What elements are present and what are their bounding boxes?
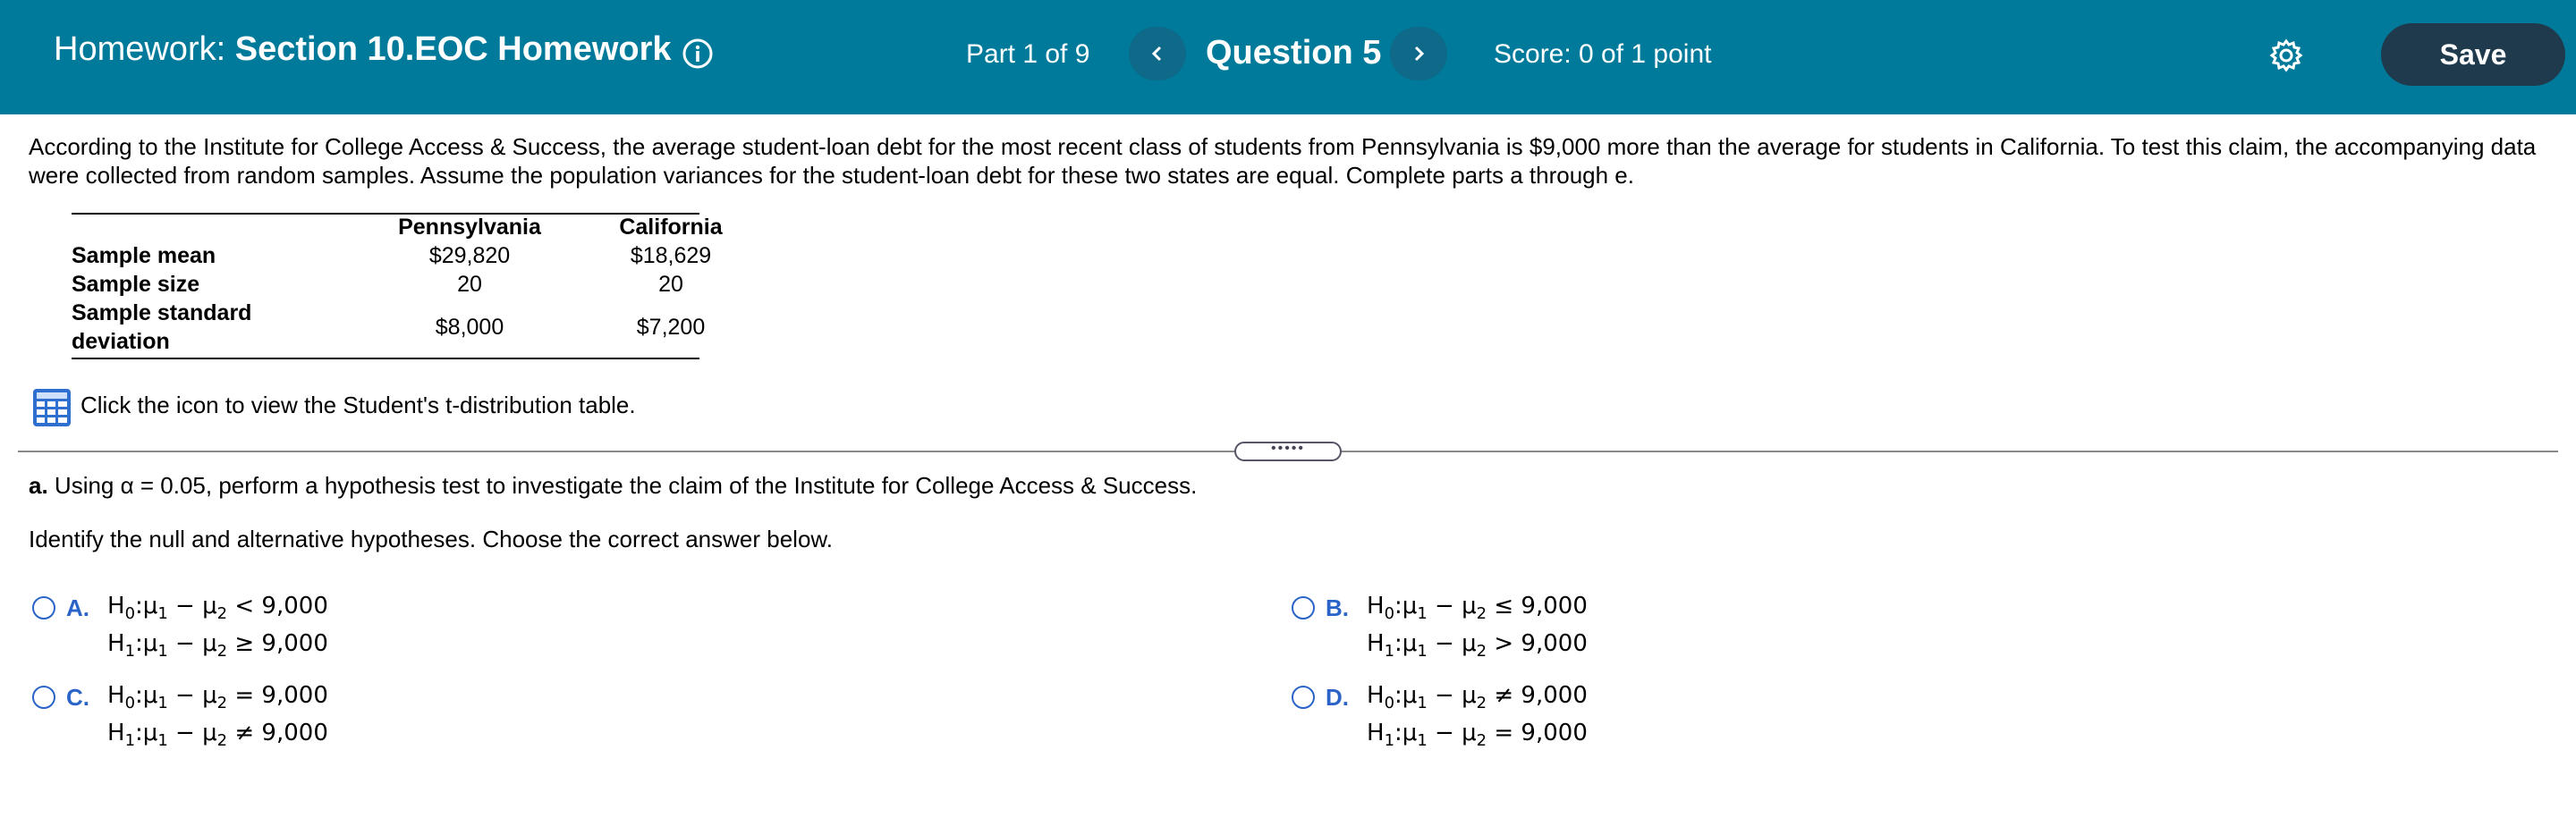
part-indicator: Part 1 of 9 <box>966 39 1090 69</box>
part-a-text: Using α = 0.05, perform a hypothesis test to investigate the claim of the Institute for College Access & Success. <box>54 472 1198 499</box>
chevron-left-icon <box>1148 45 1166 63</box>
cell-ca-size: 20 <box>658 272 683 297</box>
radio-option-b[interactable] <box>1292 596 1315 620</box>
info-icon[interactable] <box>682 38 714 70</box>
null-hypothesis-a: $H_0:\mu_1 - \mu_2 < 9,000$ <box>107 593 328 623</box>
previous-question-button[interactable] <box>1129 27 1186 80</box>
chevron-right-icon <box>1410 45 1428 63</box>
homework-title <box>54 30 672 69</box>
option-letter: D. <box>1326 684 1349 711</box>
alt-hypothesis-c: $H_1:\mu_1 - \mu_2 \ne 9,000$ <box>107 720 328 750</box>
cell-ca-sd: $7,200 <box>636 315 706 340</box>
score-display: Score: 0 of 1 point <box>1494 39 1712 69</box>
part-a-label: a. <box>29 472 48 499</box>
question-number: Question 5 <box>1206 34 1382 72</box>
row-label-sample-size: Sample size <box>72 272 200 297</box>
homework-name: Section 10.EOC Homework <box>234 30 672 68</box>
row-label-sample-sd-line2: deviation <box>72 329 170 354</box>
radio-option-d[interactable] <box>1292 686 1315 709</box>
save-button[interactable]: Save <box>2381 23 2565 86</box>
row-label-sample-mean: Sample mean <box>72 243 216 268</box>
divider-handle[interactable]: ••••• <box>1234 442 1342 461</box>
radio-option-c[interactable] <box>32 686 55 709</box>
column-header-pennsylvania: Pennsylvania <box>398 215 541 240</box>
ttable-link-text[interactable]: Click the icon to view the Student's t-distribution table. <box>80 392 636 418</box>
next-question-button[interactable] <box>1390 27 1447 80</box>
radio-option-a[interactable] <box>32 596 55 620</box>
problem-statement: According to the Institute for College Access & Success, the average student-loan debt for the most recent class of students from Pennsylvania is $9,000 more than the average for students in California. To test this claim, the accompanying data were collected from random samples. Assume the population variances for the student-loan debt for these two states are equal. Complete parts a through e. <box>29 133 2537 189</box>
gear-icon[interactable] <box>2268 38 2304 73</box>
row-label-sample-sd-line1: Sample standard <box>72 300 252 325</box>
part-a-prompt <box>29 472 1197 500</box>
alt-hypothesis-b: $H_1:\mu_1 - \mu_2 > 9,000$ <box>1367 630 1588 661</box>
option-letter: B. <box>1326 594 1349 621</box>
data-table <box>72 213 723 359</box>
column-header-california: California <box>619 215 723 240</box>
cell-ca-mean: $18,629 <box>630 243 712 268</box>
alt-hypothesis-d: $H_1:\mu_1 - \mu_2 = 9,000$ <box>1367 720 1588 750</box>
table-icon[interactable] <box>32 388 72 427</box>
null-hypothesis-d: $H_0:\mu_1 - \mu_2 \ne 9,000$ <box>1367 682 1588 712</box>
cell-pa-sd: $8,000 <box>435 315 504 340</box>
top-bar <box>0 0 2576 114</box>
option-letter: C. <box>66 684 89 711</box>
alt-hypothesis-a: $H_1:\mu_1 - \mu_2 \ge 9,000$ <box>107 630 328 661</box>
null-hypothesis-c: $H_0:\mu_1 - \mu_2 = 9,000$ <box>107 682 328 712</box>
cell-pa-mean: $29,820 <box>428 243 511 268</box>
option-letter: A. <box>66 594 89 621</box>
identify-instruction: Identify the null and alternative hypotheses. Choose the correct answer below. <box>29 526 833 552</box>
null-hypothesis-b: $H_0:\mu_1 - \mu_2 \le 9,000$ <box>1367 593 1588 623</box>
cell-pa-size: 20 <box>457 272 482 297</box>
homework-prefix: Homework: <box>54 30 226 68</box>
